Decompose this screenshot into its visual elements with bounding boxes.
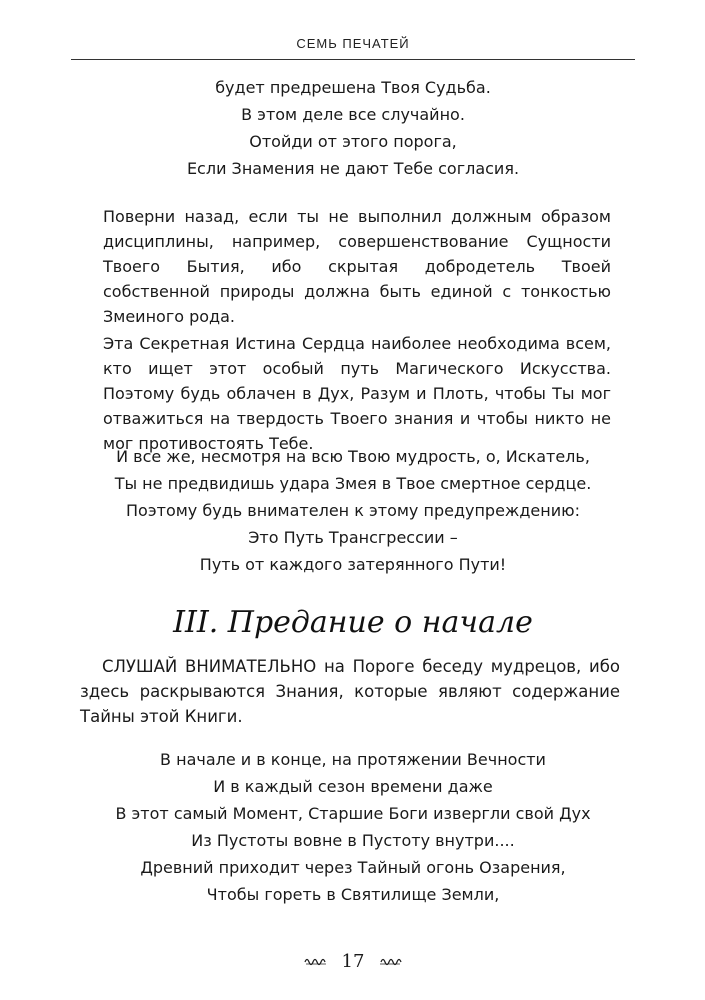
section-title: III. Предание о начале [173,605,533,640]
verse-bottom [71,746,635,908]
verse-line: Отойди от этого порога, [249,132,457,151]
prose-paragraph: Поверни назад, если ты не выполнил должным образом дисциплины, например, совершенствование Сущности Твоего Бытия, ибо скрытая добродетель Твоей собственной природы должна быть единой с тонкостью Змеиного рода. [103,207,611,326]
verse-line: Древний приходит через Тайный огонь Озарения, [140,858,566,877]
verse-line: И все же, несмотря на всю Твою мудрость, о, Искатель, [116,447,590,466]
verse-line: Если Знамения не дают Тебе согласия. [186,159,520,178]
ornament-left-icon [304,956,328,966]
prose-paragraph: Эта Секретная Истина Сердца наиболее необходима всем, кто ищет этот особый путь Магического Искусства. Поэтому будь облачен в Дух, Разум и Плоть, чтобы Ты мог отважиться на твердость Твоего знания и чтобы никто не мог противостоять Тебе. [103,334,611,453]
intro-paragraph: СЛУШАЙ ВНИМАТЕЛЬНО на Пороге беседу мудрецов, ибо здесь раскрываются Знания, которые являют содержание Тайны этой Книги. [80,657,620,726]
verse-line: Чтобы гореть в Святилище Земли, [206,885,500,904]
header-rule [71,59,635,60]
verse-line: Поэтому будь внимателен к этому предупреждению: [126,501,580,520]
page-footer [71,950,635,972]
running-title: СЕМЬ ПЕЧАТЕЙ [296,36,410,51]
verse-line: Из Пустоты вовне в Пустоту внутри.... [191,831,515,850]
page-number: 17 [341,950,365,972]
verse-line: И в каждый сезон времени даже [213,777,493,796]
verse-top [71,74,635,182]
verse-line: Это Путь Трансгрессии – [248,528,458,547]
prose-block [103,204,611,456]
section-intro [80,654,620,729]
verse-line: В этот самый Момент, Старшие Боги извергли свой Дух [115,804,591,823]
verse-middle [71,443,635,578]
verse-line: Ты не предвидишь удара Змея в Твое смертное сердце. [114,474,592,493]
verse-line: В этом деле все случайно. [241,105,465,124]
verse-line: Путь от каждого затерянного Пути! [199,555,507,574]
ornament-right-icon [378,956,402,966]
verse-line: будет предрешена Твоя Судьба. [215,78,491,97]
verse-line: В начале и в конце, на протяжении Вечности [160,750,546,769]
